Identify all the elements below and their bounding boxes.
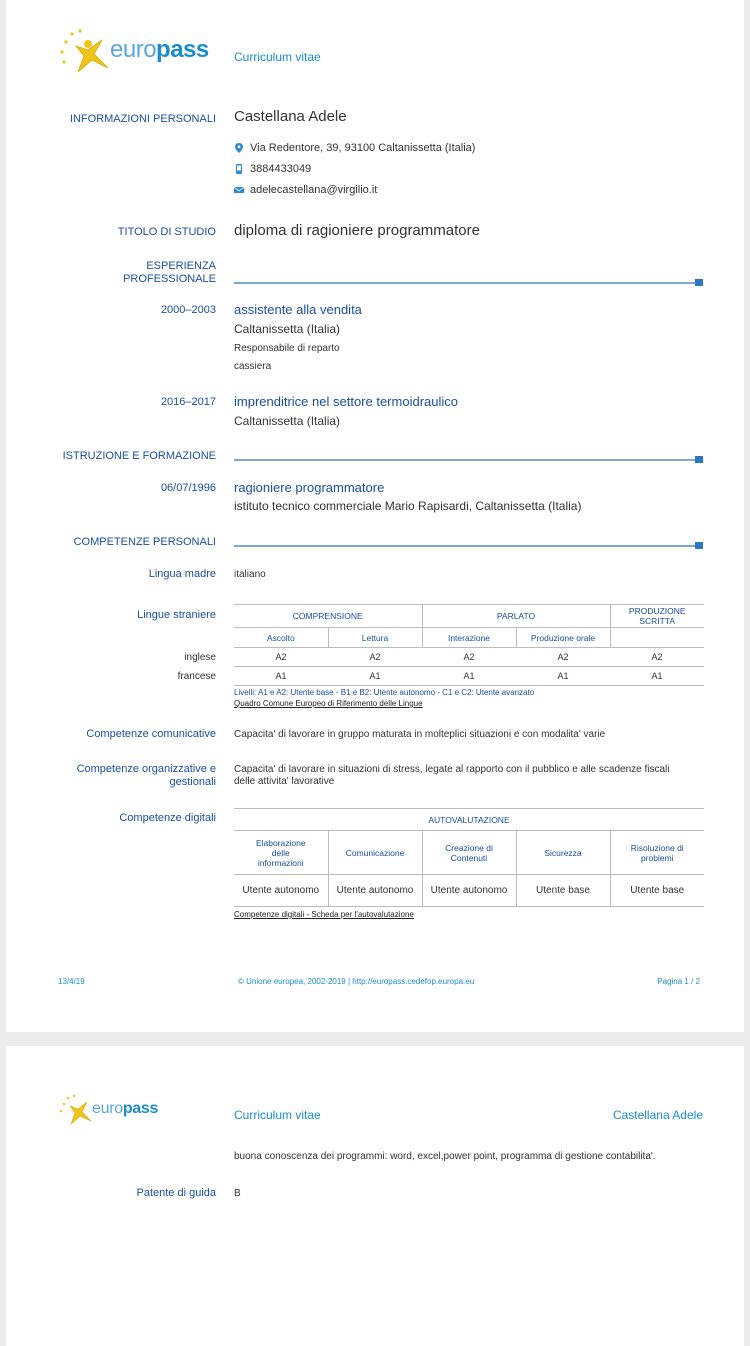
person-name: Castellana Adele: [234, 108, 347, 125]
education-label: ISTRUZIONE E FORMAZIONE: [62, 450, 216, 462]
digital-skills-note: buona conoscenza dei programmi: word, excel,power point, programma di gestione contabilita'.: [234, 1151, 656, 1162]
digital-col-elaborazione: [234, 831, 328, 875]
skills-label: COMPETENZE PERSONALI: [73, 536, 216, 548]
europass-star-figure-icon: [58, 28, 118, 76]
level-cell: A2: [516, 648, 610, 667]
header-title-p2: Curriculum vitae: [234, 1108, 321, 1122]
foreign-languages-label: Lingue straniere: [137, 609, 216, 621]
job1-dates: 2000–2003: [160, 304, 216, 316]
footer-date: 13/4/19: [58, 977, 85, 986]
experience-divider: [234, 282, 703, 284]
level-cell: A2: [422, 648, 516, 667]
organizational-label-line2: gestionali: [169, 776, 216, 788]
subheader-empty: [610, 628, 704, 648]
level-cell: A1: [422, 667, 516, 686]
digital-col-sicurezza: Sicurezza: [516, 831, 610, 875]
digital-header: AUTOVALUTAZIONE: [234, 809, 704, 831]
organizational-skills-value: [234, 764, 669, 788]
skills-divider: [234, 545, 703, 547]
digital-col3-line2: Contenuti: [450, 852, 488, 863]
level-cell: A1: [328, 667, 422, 686]
header-parlato: PARLATO: [422, 605, 610, 628]
cv-page-1: [6, 0, 744, 1032]
phone-text: 3884433049: [250, 163, 312, 175]
logo-text-pass: pass: [156, 36, 209, 63]
language-name-inglese: inglese: [184, 652, 216, 663]
digital-col-creazione: [422, 831, 516, 875]
digital-col1-line3: informazioni: [257, 857, 304, 868]
email-text[interactable]: adelecastellana@virgilio.it: [250, 184, 378, 196]
header-produzione-scritta: PRODUZIONE SCRITTA: [610, 605, 704, 628]
study-title-value: diploma di ragioniere programmatore: [234, 222, 480, 239]
digital-col5-line1: Risoluzione di: [630, 842, 684, 853]
mother-tongue-label: Lingua madre: [148, 568, 216, 580]
digital-value: Utente base: [516, 875, 610, 907]
table-row: [234, 667, 704, 686]
communication-skills-label: Competenze comunicative: [86, 728, 216, 740]
header-comprensione: COMPRENSIONE: [234, 605, 422, 628]
digital-value: Utente autonomo: [328, 875, 422, 907]
levels-note: Livelli: A1 e A2: Utente base - B1 e B2: Utente autonomo - C1 e C2: Utente avanzato: [234, 688, 535, 697]
driving-license-value: B: [234, 1188, 241, 1199]
experience-label-line2: PROFESSIONALE: [123, 273, 216, 285]
organizational-skills-label: [77, 763, 216, 789]
email-line[interactable]: [234, 184, 377, 196]
job1-detail1: Responsabile di reparto: [234, 343, 340, 354]
logo-small-text-euro: euro: [92, 1100, 123, 1117]
logo-small-text-pass: pass: [122, 1100, 159, 1117]
digital-col-risoluzione: [610, 831, 704, 875]
level-cell: A2: [328, 648, 422, 667]
organizational-value-line1: Capacita' di lavorare in situazioni di stress, legate al rapporto con il pubblico e alle scadenze fiscali: [234, 764, 670, 775]
level-cell: A1: [516, 667, 610, 686]
header-name-p2: Castellana Adele: [612, 1108, 703, 1122]
mother-tongue-value: italiano: [234, 569, 266, 580]
education-date: 06/07/1996: [160, 482, 216, 494]
education-divider: [234, 459, 703, 461]
digital-col1-line1: Elaborazione: [255, 837, 306, 848]
digital-skills-table: [234, 808, 704, 907]
digital-col-comunicazione: Comunicazione: [328, 831, 422, 875]
footer-copyright[interactable]: © Unione europea, 2002-2019 | http://europass.cedefop.europa.eu: [238, 977, 475, 986]
digital-col5-line2: problemi: [640, 852, 674, 863]
table-row: [234, 875, 704, 907]
job2-role: imprenditrice nel settore termoidraulico: [234, 394, 458, 409]
europass-logo-small: [58, 1094, 168, 1126]
phone-line: [234, 163, 311, 175]
cv-page-2: [6, 1046, 744, 1346]
location-pin-icon: [234, 143, 244, 153]
language-name-francese: francese: [177, 671, 216, 682]
subheader-lettura: Lettura: [328, 628, 422, 648]
job2-place: Caltanissetta (Italia): [234, 414, 341, 428]
organizational-label-line1: Competenze organizzative e: [76, 763, 216, 775]
study-title-label: TITOLO DI STUDIO: [117, 226, 216, 238]
digital-col3-line1: Creazione di: [445, 842, 493, 853]
digital-skills-label: Competenze digitali: [119, 812, 216, 824]
phone-icon: [234, 164, 244, 174]
job2-dates: 2016–2017: [160, 396, 216, 408]
experience-label: [123, 260, 216, 286]
digital-value: Utente base: [610, 875, 704, 907]
communication-skills-value: Capacita' di lavorare in gruppo maturata in molteplici situazioni e con modalita' varie: [234, 729, 606, 740]
email-icon: [234, 185, 244, 195]
language-table: [234, 604, 704, 686]
organizational-value-line2: delle attivita' lavorative: [234, 776, 335, 787]
digital-skills-link[interactable]: Competenze digitali - Scheda per l'autovalutazione: [234, 910, 414, 919]
job1-role: assistente alla vendita: [234, 302, 362, 317]
education-school: istituto tecnico commerciale Mario Rapisardi, Caltanissetta (Italia): [234, 499, 582, 513]
header-title: Curriculum vitae: [234, 50, 321, 64]
cefr-link[interactable]: Quadro Comune Europeo di Riferimento delle Lingue: [234, 699, 423, 708]
level-cell: A2: [610, 648, 704, 667]
digital-value: Utente autonomo: [422, 875, 516, 907]
europass-logo: [58, 28, 228, 78]
subheader-interazione: Interazione: [422, 628, 516, 648]
address-text: Via Redentore, 39, 93100 Caltanissetta (Italia): [250, 142, 476, 154]
level-cell: A1: [610, 667, 704, 686]
education-title: ragioniere programmatore: [234, 480, 385, 495]
personal-info-label: INFORMAZIONI PERSONALI: [69, 113, 216, 125]
job1-detail2: cassiera: [234, 361, 272, 372]
level-cell: A2: [234, 648, 328, 667]
footer-page-number: Pagina 1 / 2: [657, 977, 700, 986]
level-cell: A1: [234, 667, 328, 686]
subheader-ascolto: Ascolto: [234, 628, 328, 648]
table-row: [234, 648, 704, 667]
driving-license-label: Patente di guida: [136, 1187, 216, 1199]
digital-value: Utente autonomo: [234, 875, 328, 907]
address-line: [234, 142, 475, 154]
job1-place: Caltanissetta (Italia): [234, 322, 341, 336]
subheader-produzione-orale: Produzione orale: [516, 628, 610, 648]
digital-col1-line2: delle: [271, 847, 290, 858]
experience-label-line1: ESPERIENZA: [146, 260, 216, 272]
logo-text-euro: euro: [110, 36, 157, 63]
